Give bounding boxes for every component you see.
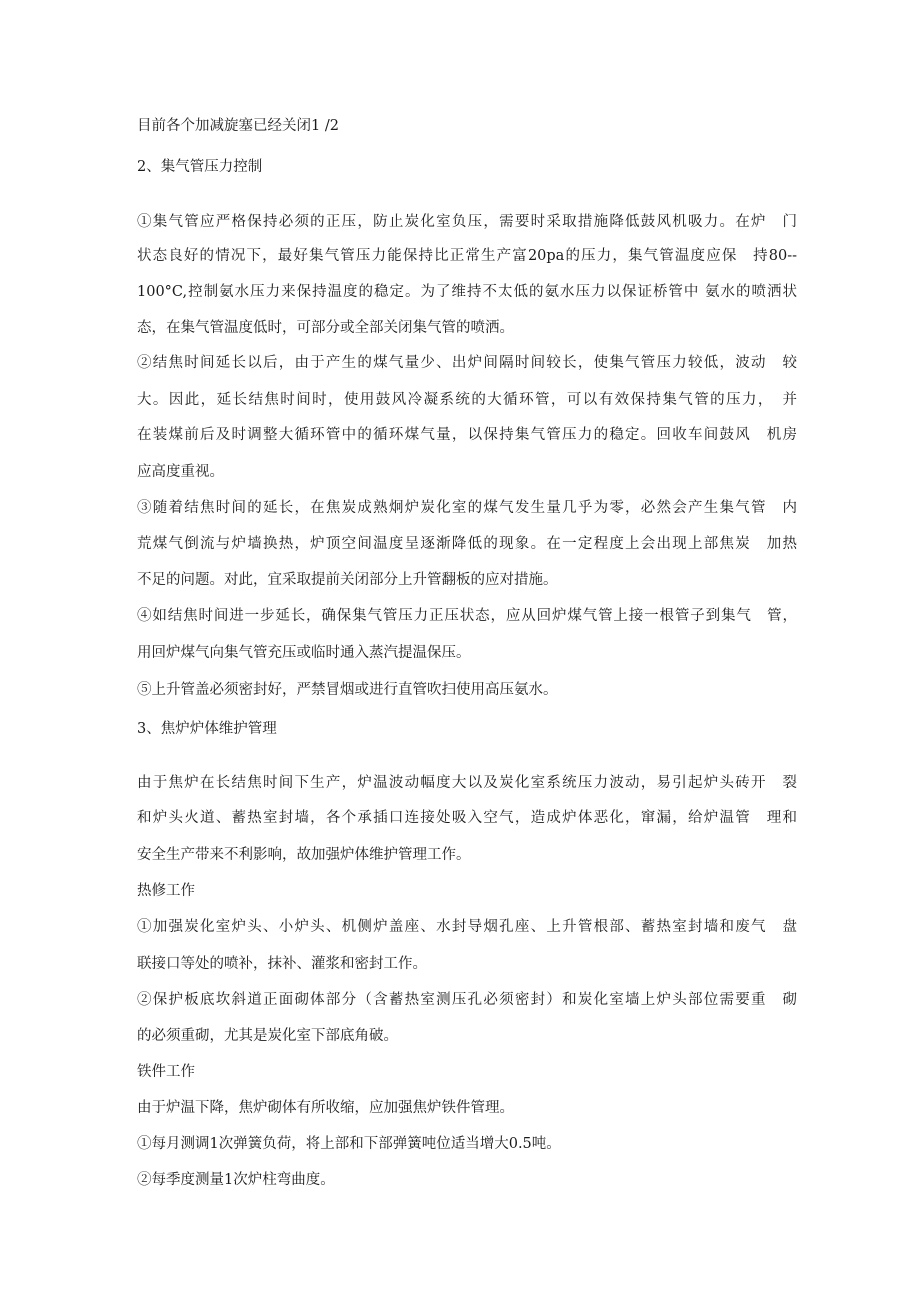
paragraph-line: 大。因此，延长结焦时间时，使用鼓风冷凝系统的大循环管，可以有效保持集气管的压力， 并 [137, 392, 797, 408]
paragraph-line: ①集气管应严格保持必须的正压，防止炭化室负压，需要时采取措施降低鼓风机吸力。在炉 门 [137, 214, 797, 230]
paragraph-line: ③随着结焦时间的延长，在焦炭成熟炯炉炭化室的煤气发生量几乎为零，必然会产生集气管 内 [137, 500, 797, 516]
paragraph-line: 状态良好的情况下，最好集气管压力能保持比正常生产富20pa的压力，集气管温度应保 持80-- [137, 248, 797, 264]
paragraph-line: ①每月测调1次弹簧负荷，将上部和下部弹簧吨位适当增大0.5吨。 [137, 1136, 561, 1152]
paragraph-line: 在装煤前后及时调整大循环管中的循环煤气量，以保持集气管压力的稳定。回收车间鼓风 机房 [137, 427, 797, 443]
section-heading-3: 3、焦炉炉体维护管理 [137, 721, 277, 737]
paragraph-line: 应高度重视。 [137, 464, 224, 480]
paragraph-line: ②保护板底坎斜道正面砌体部分（含蓄热室测压孔必须密封）和炭化室墙上炉头部位需要重 砌 [137, 992, 797, 1008]
paragraph-line: ②结焦时间延长以后，由于产生的煤气量少、出炉间隔时间较长，使集气管压力较低，波动 较 [137, 355, 797, 371]
paragraph-line: 由于炉温下降，焦炉砌体有所收缩，应加强焦炉铁件管理。 [137, 1100, 514, 1116]
paragraph-line: ①加强炭化室炉头、小炉头、机侧炉盖座、水封导烟孔座、上升管根部、蓄热室封墙和废气 盘 [137, 919, 797, 935]
paragraph-line: 不足的问题。对此，宜采取提前关闭部分上升管翻板的应对措施。 [137, 572, 558, 588]
section-heading-2: 2、集气管压力控制 [137, 159, 263, 175]
paragraph-line: 用回炉煤气向集气管充压或临时通入蒸汽提温保压。 [137, 645, 471, 661]
paragraph-line: ②每季度测量1次炉柱弯曲度。 [137, 1172, 335, 1188]
paragraph-line: ⑤上升管盖必须密封好，严禁冒烟或进行直管吹扫使用高压氨水。 [137, 682, 558, 698]
paragraph-line: 和炉头火道、蓄热室封墙，各个承插口连接处吸入空气，造成炉体恶化，窜漏，给炉温管 理和 [137, 810, 797, 826]
paragraph-line: 联接口等处的喷补，抹补、灌浆和密封工作。 [137, 956, 427, 972]
paragraph-line: 由于焦炉在长结焦时间下生产，炉温波动幅度大以及炭化室系统压力波动，易引起炉头砖开 裂 [137, 775, 797, 791]
paragraph-line: 的必须重砌，尤其是炭化室下部底角破。 [137, 1028, 398, 1044]
subheading-line: 铁件工作 [137, 1064, 195, 1080]
paragraph-line: 荒煤气倒流与炉墙换热，炉顶空间温度呈逐渐降低的现象。在一定程度上会出现上部焦炭 加热 [137, 536, 797, 552]
heading-line: 目前各个加减旋塞已经关闭1 /2 [137, 118, 339, 134]
subheading-line: 热修工作 [137, 883, 195, 899]
paragraph-line: 安全生产带来不利影响，故加强炉体维护管理工作。 [137, 847, 471, 863]
paragraph-line: ④如结焦时间进一步延长，确保集气管压力正压状态，应从回炉煤气管上接一根管子到集气 管， [137, 608, 797, 624]
paragraph-line: 100°C,控制氨水压力来保持温度的稳定。为了维持不太低的氨水压力以保证桥管中 氨水的喷洒状 [137, 284, 797, 300]
paragraph-line: 态，在集气管温度低时，可部分或全部关闭集气管的喷洒。 [137, 320, 514, 336]
